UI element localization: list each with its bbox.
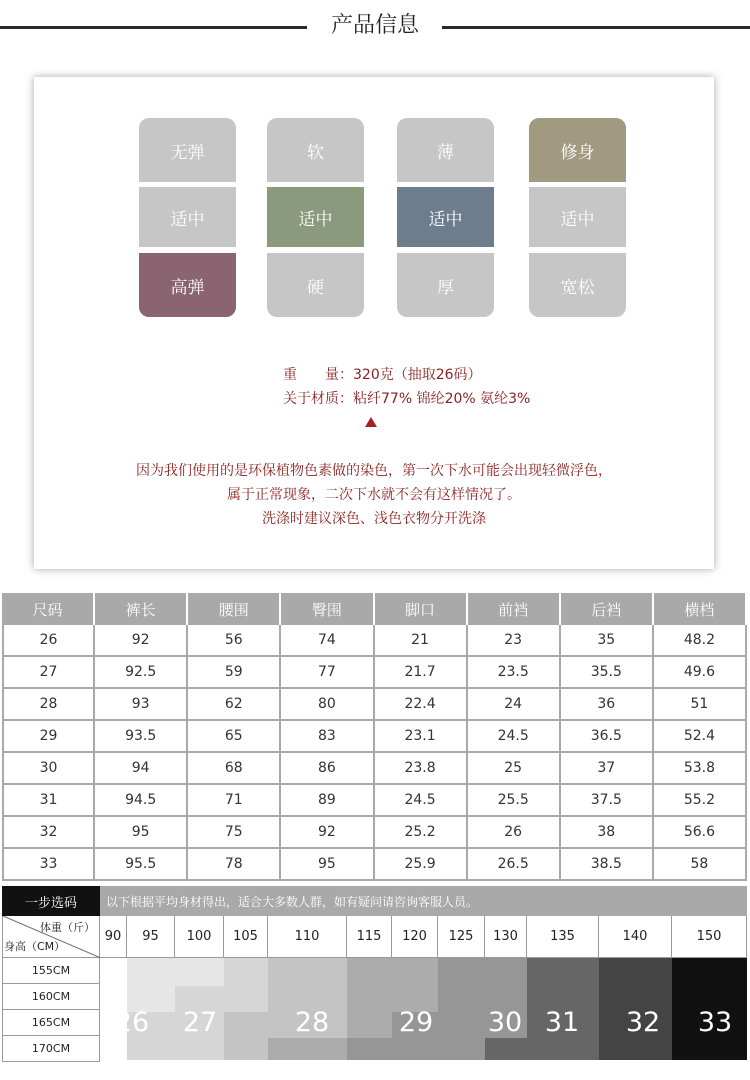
weight-value: 150 [672,916,747,958]
table-row [2,817,747,849]
product-info-card [34,77,714,569]
column-header: 裤长 [95,593,188,625]
table-cell: 36 [561,689,654,721]
table-cell: 93 [95,689,188,721]
table-cell: 25.9 [375,849,468,881]
attribute-tile: 适中 [267,187,364,247]
table-cell: 53.8 [654,753,747,785]
table-cell: 29 [2,721,95,753]
attribute-tile: 薄 [397,118,494,182]
table-cell: 77 [281,657,374,689]
table-cell: 75 [188,817,281,849]
table-cell: 33 [2,849,95,881]
table-cell: 86 [281,753,374,785]
table-cell: 36.5 [561,721,654,753]
table-cell: 23 [468,625,561,657]
height-axis-label: 身高（CM） [4,940,66,953]
care-note-line-3: 洗涤时建议深色、浅色衣物分开洗涤 [262,511,486,527]
table-cell: 71 [188,785,281,817]
size-band-29 [268,1038,347,1060]
size-label: 29 [398,1007,434,1038]
weight-value: 90 [100,916,127,958]
page-title: 产品信息 [330,13,419,38]
table-cell: 21 [375,625,468,657]
table-cell: 25.5 [468,785,561,817]
attribute-tile: 高弹 [139,253,236,317]
table-cell: 74 [281,625,374,657]
weight-value: 95 [127,916,175,958]
weight-value: 100 [175,916,224,958]
table-cell: 52.4 [654,721,747,753]
table-cell: 89 [281,785,374,817]
size-band-30 [347,1038,392,1060]
table-cell: 37.5 [561,785,654,817]
table-cell: 32 [2,817,95,849]
table-cell: 59 [188,657,281,689]
table-cell: 31 [2,785,95,817]
height-value: 170CM [2,1036,100,1062]
table-cell: 62 [188,689,281,721]
table-cell: 26.5 [468,849,561,881]
height-value: 165CM [2,1010,100,1036]
size-table-body [2,625,747,881]
table-cell: 93.5 [95,721,188,753]
column-header: 尺码 [2,593,95,625]
column-header: 腰围 [188,593,281,625]
size-guide [2,886,747,1066]
column-header: 前裆 [468,593,561,625]
triangle-marker-icon [365,417,377,427]
size-label: 30 [487,1007,523,1038]
table-cell: 49.6 [654,657,747,689]
guide-corner [2,916,100,958]
table-cell: 55.2 [654,785,747,817]
table-cell: 56.6 [654,817,747,849]
care-note-line-1: 因为我们使用的是环保植物色素做的染色，第一次下水可能会出现轻微浮色， [136,463,612,479]
weight-label: 重 量 [283,367,339,383]
guide-label: 一步选码 [2,886,100,916]
material-label: 关于材质 [283,391,339,407]
table-cell: 28 [2,689,95,721]
weight-value: 125 [438,916,485,958]
column-header: 脚口 [375,593,468,625]
table-cell: 80 [281,689,374,721]
size-label: 26 [114,1007,150,1038]
size-table [2,593,747,881]
weight-value: 105 [224,916,268,958]
table-cell: 38.5 [561,849,654,881]
table-cell: 24.5 [375,785,468,817]
attribute-tile: 软 [267,118,364,182]
table-cell: 26 [468,817,561,849]
table-cell: 27 [2,657,95,689]
table-cell: 78 [188,849,281,881]
size-label: 33 [697,1007,733,1038]
size-band-31 [485,1038,527,1060]
table-cell: 48.2 [654,625,747,657]
material-row [283,388,530,408]
attribute-tile: 适中 [529,187,626,247]
table-row [2,849,747,881]
title-rule-left [0,26,307,29]
table-cell: 95 [281,849,374,881]
guide-hint: 以下根据平均身材得出，适合大多数人群，如有疑问请咨询客服人员。 [100,886,747,916]
attribute-tile: 无弹 [139,118,236,182]
table-cell: 92.5 [95,657,188,689]
attribute-tile: 厚 [397,253,494,317]
table-cell: 22.4 [375,689,468,721]
table-row [2,721,747,753]
height-value: 160CM [2,984,100,1010]
column-header: 后裆 [561,593,654,625]
table-cell: 95.5 [95,849,188,881]
attribute-tile: 修身 [529,118,626,182]
weight-value: 120 [392,916,438,958]
table-cell: 83 [281,721,374,753]
size-label: 28 [294,1007,330,1038]
table-cell: 23.5 [468,657,561,689]
table-cell: 94 [95,753,188,785]
attribute-tile: 适中 [139,187,236,247]
table-cell: 51 [654,689,747,721]
table-cell: 24.5 [468,721,561,753]
table-cell: 24 [468,689,561,721]
weight-value: 130 [485,916,527,958]
weight-value: 115 [347,916,392,958]
attribute-tile: 宽松 [529,253,626,317]
table-cell: 30 [2,753,95,785]
size-label: 27 [182,1007,218,1038]
table-cell: 38 [561,817,654,849]
table-cell: 35 [561,625,654,657]
table-cell: 56 [188,625,281,657]
size-label: 31 [544,1007,580,1038]
table-cell: 92 [95,625,188,657]
table-cell: 26 [2,625,95,657]
table-row [2,657,747,689]
table-cell: 94.5 [95,785,188,817]
table-row [2,785,747,817]
table-row [2,689,747,721]
table-cell: 95 [95,817,188,849]
table-cell: 65 [188,721,281,753]
weight-value: ：320克（抽取26码） [339,367,482,383]
table-cell: 23.8 [375,753,468,785]
table-cell: 25 [468,753,561,785]
attribute-tile: 硬 [267,253,364,317]
table-cell: 23.1 [375,721,468,753]
attribute-tile: 适中 [397,187,494,247]
table-cell: 37 [561,753,654,785]
size-band-28 [224,1012,268,1060]
table-cell: 92 [281,817,374,849]
table-row [2,625,747,657]
weight-value: 135 [527,916,599,958]
size-table-header [2,593,747,625]
material-value: ：粘纤77% 锦纶20% 氨纶3% [339,391,531,407]
weight-row [283,364,482,384]
table-cell: 68 [188,753,281,785]
table-cell: 58 [654,849,747,881]
table-cell: 25.2 [375,817,468,849]
care-note-line-2: 属于正常现象，二次下水就不会有这样情况了。 [227,487,521,503]
height-value: 155CM [2,958,100,984]
size-label: 32 [625,1007,661,1038]
weight-value: 140 [599,916,672,958]
table-row [2,753,747,785]
title-rule-right [442,26,750,29]
column-header: 横档 [654,593,747,625]
weight-value: 110 [268,916,347,958]
table-cell: 35.5 [561,657,654,689]
weight-axis-label: 体重（斤） [40,921,95,934]
column-header: 臀围 [281,593,374,625]
table-cell: 21.7 [375,657,468,689]
